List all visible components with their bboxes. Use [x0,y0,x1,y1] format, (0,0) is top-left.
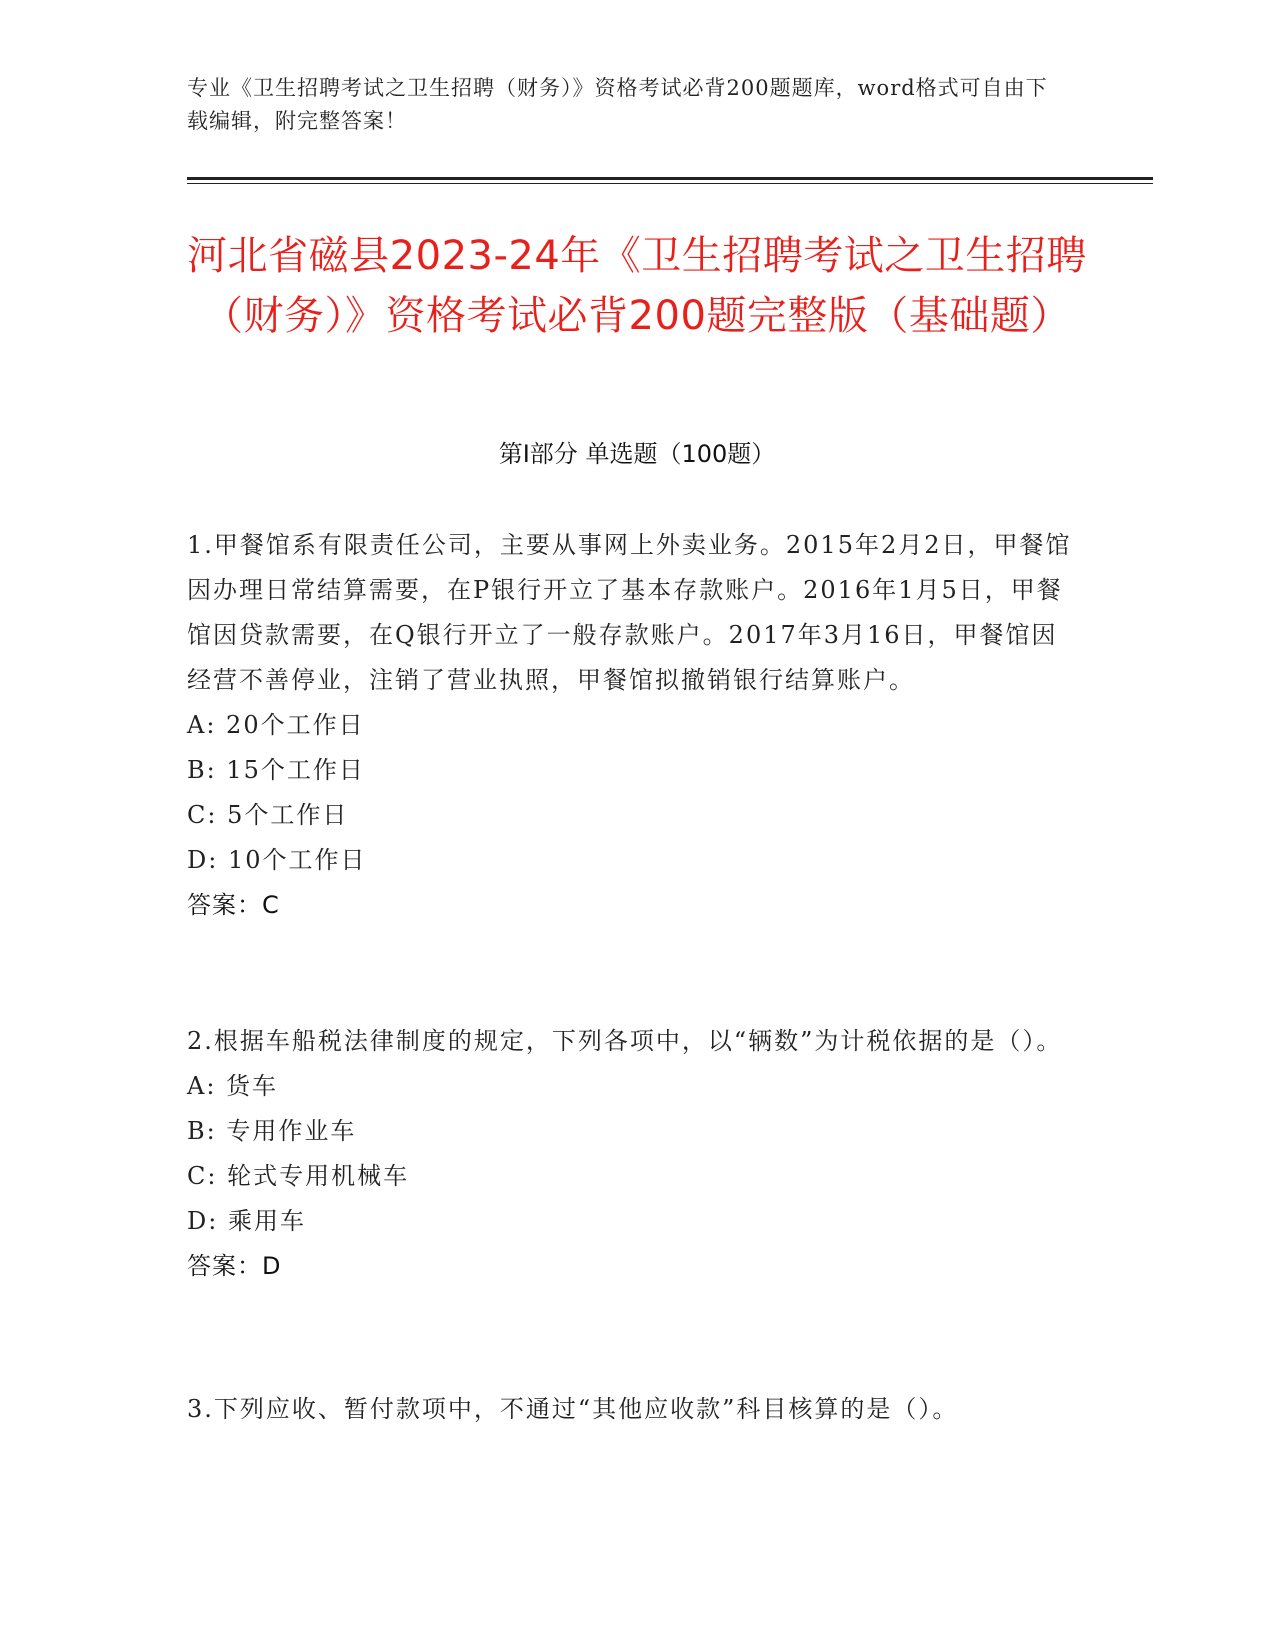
question-stem: 1.甲餐馆系有限责任公司，主要从事网上外卖业务。2015年2月2日，甲餐馆因办理日常结算需要，在P银行开立了基本存款账户。2016年1月5日，甲餐馆因贷款需要，在Q银行开立了一般存款账户。2017年3月16日，甲餐馆因经营不善停业，注销了营业执照，甲餐馆拟撤销银行结算账户。 [187,531,1072,694]
question-3 [187,1387,1077,1432]
header-divider-thick [187,177,1153,180]
question-stem: 3.下列应收、暂付款项中，不通过“其他应收款”科目核算的是（）。 [187,1395,959,1423]
option-b: B: 专用作业车 [187,1117,357,1145]
option-d: D: 10个工作日 [187,846,367,874]
answer: 答案：C [187,891,280,919]
option-b: B: 15个工作日 [187,756,365,784]
question-2 [187,1019,1077,1289]
option-a: A: 20个工作日 [187,711,365,739]
option-a: A: 货车 [187,1072,279,1100]
header-note: 专业《卫生招聘考试之卫生招聘（财务）》资格考试必背200题题库，word格式可自由下载编辑，附完整答案！ [187,76,1048,133]
document-title: 河北省磁县2023-24年《卫生招聘考试之卫生招聘（财务）》资格考试必背200题完整版（基础题） [187,233,1087,339]
answer: 答案：D [187,1252,282,1280]
header-divider-thin [187,183,1153,184]
question-1 [187,523,1077,928]
section-title: 第I部分 单选题（100题） [498,440,776,468]
question-stem: 2.根据车船税法律制度的规定，下列各项中，以“辆数”为计税依据的是（）。 [187,1027,1063,1055]
option-c: C: 5个工作日 [187,801,349,829]
option-d: D: 乘用车 [187,1207,306,1235]
option-c: C: 轮式专用机械车 [187,1162,410,1190]
